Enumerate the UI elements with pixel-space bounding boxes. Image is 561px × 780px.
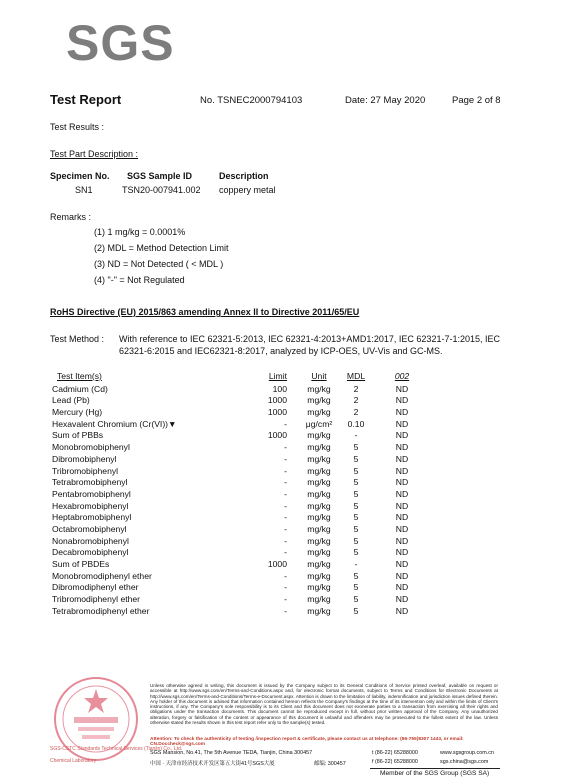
test-part-label: Test Part Description : (50, 149, 139, 159)
table-row (52, 536, 472, 548)
table-row (52, 454, 472, 466)
cell-mdl: 5 (353, 500, 359, 511)
cell-result: ND (395, 605, 409, 616)
cell-mdl: - (354, 559, 358, 569)
cell-unit: mg/kg (307, 547, 331, 558)
remark-item: (2) MDL = Method Detection Limit (94, 243, 229, 253)
fax: f (86-22) 65288000 (372, 759, 418, 765)
cell-mdl: 5 (353, 594, 359, 605)
cell-test-item: Dibromobiphenyl (52, 453, 117, 464)
cell-result: ND (395, 465, 409, 476)
test-results-label: Test Results : (50, 122, 105, 132)
cell-result: ND (395, 570, 409, 581)
cell-mdl: 5 (353, 453, 359, 464)
cell-unit: mg/kg (307, 512, 331, 523)
specimen-header-desc: Description (219, 171, 269, 181)
cell-limit: - (284, 523, 287, 534)
lab-label-2: Chemical Laboratory (50, 758, 97, 764)
table-row (52, 524, 472, 536)
method-label: Test Method : (50, 334, 105, 344)
cell-test-item: Dibromodiphenyl ether (52, 582, 139, 593)
cell-test-item: Decabromobiphenyl (52, 547, 129, 558)
cell-limit: - (284, 605, 287, 616)
cell-test-item: Tetrabromobiphenyl (52, 477, 128, 488)
cell-test-item: Sum of PBDEs (52, 559, 110, 569)
cell-limit: 1000 (267, 407, 287, 418)
header-limit: Limit (268, 371, 287, 381)
cell-unit: mg/kg (307, 383, 331, 394)
table-row (52, 547, 472, 559)
cell-test-item: Mercury (Hg) (52, 407, 103, 418)
table-header-row (52, 371, 472, 383)
cell-limit: - (284, 594, 287, 605)
results-table (52, 371, 472, 617)
address-en: SGS Mansion, No.41, The 5th Avenue TEDA, Tianjin, China 300457 (150, 750, 313, 756)
cell-limit: - (284, 512, 287, 523)
cell-unit: mg/kg (307, 407, 331, 418)
directive-title: RoHS Directive (EU) 2015/863 amending Annex II to Directive 2011/65/EU (50, 307, 360, 317)
website: www.sgsgroup.com.cn (440, 750, 494, 756)
lab-label-1: SGS-CSTC Standards Technical Services (Tianjin) Co., Ltd. (50, 746, 183, 752)
cell-limit: - (284, 488, 287, 499)
method-text: 62321-6:2015 and IEC62321-8:2017, analyzed by ICP-OES, UV-Vis and GC-MS. (119, 346, 443, 356)
cell-result: ND (395, 430, 409, 441)
cell-result: ND (395, 582, 409, 593)
cell-result: ND (395, 442, 409, 453)
table-row (52, 430, 472, 442)
cell-test-item: Tribromodiphenyl ether (52, 594, 141, 605)
table-row (52, 489, 472, 501)
report-date: Date: 27 May 2020 (345, 95, 426, 106)
cell-mdl: 5 (353, 512, 359, 523)
cell-result: ND (395, 407, 409, 418)
cell-unit: mg/kg (307, 523, 331, 534)
cell-unit: mg/kg (307, 442, 331, 453)
address-cn: 中国 · 天津市经济技术开发区第五大街41号SGS大厦 (150, 761, 275, 767)
specimen-desc: coppery metal (219, 185, 276, 195)
specimen-header-id: SGS Sample ID (127, 171, 193, 181)
authenticity-notice: Attention: To check the authenticity of testing /inspection report & certificate, please contact us at telephone: (86-755)8307 1443, or email: CN.Doccheck@sgs.com (150, 737, 464, 748)
remarks-label: Remarks : (50, 212, 92, 222)
table-row (52, 384, 472, 396)
cell-test-item: Hexabromobiphenyl (52, 500, 129, 511)
cell-limit: - (284, 465, 287, 476)
cell-unit: mg/kg (307, 488, 331, 499)
cell-unit: mg/kg (307, 594, 331, 605)
cell-result: ND (395, 383, 409, 394)
cell-mdl: 2 (353, 383, 359, 394)
footer-rule (370, 768, 500, 769)
cell-test-item: Nonabromobiphenyl (52, 535, 129, 546)
table-body (52, 384, 472, 618)
disclaimer: Unless otherwise agreed in writing, this document is issued by the Company subject to its General Conditions of Service printed overleaf, available on request or accessible at http://www.sgs.com/en/Terms-and-Conditions.aspx and, for electronic format documents, subject to Terms and Conditions for Electronic Documents at http://www.sgs.com/en/Terms-and-Conditions/Terms-e-Document.aspx. Attention is drawn to the limitation of liability, indemnification and jurisdiction issues defined therein. Any holder of this document is advised that information contained hereon reflects the Company's findings at the time of its intervention only and within the limits of Client's instructions, if any. The Company's sole responsibility is to its Client and this document does not exonerate parties to a transaction from exercising all their rights and obligations under the transaction documents. This document cannot be reproduced except in full, without prior written approval of the Company. Any unauthorized alteration, forgery or falsification of the content or appearance of this document is unlawful and offenders may be prosecuted to the fullest extent of the law. Unless otherwise stated the results shown in this test report refer only to the sample(s) tested. (150, 683, 498, 726)
table-row (52, 559, 472, 571)
cell-test-item: Lead (Pb) (52, 395, 90, 406)
table-row (52, 477, 472, 489)
report-title: Test Report (50, 92, 122, 107)
cell-mdl: 5 (353, 488, 359, 499)
remark-item: (1) 1 mg/kg = 0.0001% (94, 227, 186, 237)
remark-item: (4) "-" = Not Regulated (94, 275, 185, 285)
cell-test-item: Tetrabromodiphenyl ether (52, 605, 150, 616)
remark-item: (3) ND = Not Detected ( < MDL ) (94, 259, 224, 269)
cell-limit: - (284, 570, 287, 581)
cell-mdl: 5 (353, 523, 359, 534)
cell-result: ND (395, 477, 409, 488)
cell-result: ND (395, 594, 409, 605)
cell-unit: mg/kg (307, 582, 331, 593)
cell-mdl: 5 (353, 547, 359, 558)
table-row (52, 571, 472, 583)
table-row (52, 466, 472, 478)
cell-limit: - (284, 418, 287, 429)
cell-test-item: Hexavalent Chromium (Cr(VI))▼ (52, 418, 177, 429)
cell-test-item: Tribromobiphenyl (52, 465, 119, 476)
header-unit: Unit (311, 371, 327, 381)
cell-unit: mg/kg (307, 430, 331, 441)
cell-limit: 100 (272, 383, 287, 394)
cell-mdl: 5 (353, 605, 359, 616)
cell-test-item: Heptabromobiphenyl (52, 512, 132, 523)
cell-test-item: Cadmium (Cd) (52, 383, 108, 394)
report-number: No. TSNEC2000794103 (200, 95, 303, 106)
cell-result: ND (395, 395, 409, 406)
cell-mdl: 5 (353, 465, 359, 476)
cell-limit: - (284, 500, 287, 511)
cell-test-item: Pentabromobiphenyl (52, 488, 131, 499)
cell-result: ND (395, 559, 409, 569)
cell-unit: mg/kg (307, 535, 331, 546)
cell-limit: - (284, 535, 287, 546)
cell-limit: - (284, 547, 287, 558)
cell-test-item: Sum of PBBs (52, 430, 104, 441)
cell-result: ND (395, 535, 409, 546)
cell-unit: mg/kg (307, 453, 331, 464)
table-row (52, 501, 472, 513)
cell-test-item: Octabromobiphenyl (52, 523, 127, 534)
header-mdl: MDL (346, 371, 366, 381)
cell-mdl: 5 (353, 570, 359, 581)
cell-limit: 1000 (267, 395, 287, 406)
cell-result: ND (395, 512, 409, 523)
table-row (52, 419, 472, 431)
cell-unit: mg/kg (307, 605, 331, 616)
email: sgs.china@sgs.com (440, 759, 489, 765)
cell-unit: mg/kg (307, 570, 331, 581)
specimen-id: TSN20-007941.002 (122, 185, 201, 195)
cell-test-item: Monobromobiphenyl (52, 442, 130, 453)
cell-limit: - (284, 582, 287, 593)
table-row (52, 395, 472, 407)
cell-unit: mg/kg (307, 477, 331, 488)
cell-mdl: 5 (353, 535, 359, 546)
header-test-items: Test Item(s) (57, 371, 102, 381)
cell-mdl: 0.10 (347, 418, 365, 429)
table-row (52, 407, 472, 419)
table-row (52, 512, 472, 524)
cell-mdl: 2 (353, 407, 359, 418)
page-number: Page 2 of 8 (452, 95, 501, 106)
specimen-header-no: Specimen No. (50, 171, 110, 181)
table-row (52, 582, 472, 594)
cell-unit: mg/kg (307, 559, 331, 569)
cell-limit: - (284, 442, 287, 453)
method-text: With reference to IEC 62321-5:2013, IEC 62321-4:2013+AMD1:2017, IEC 62321-7-1:2015, IEC (119, 334, 500, 344)
postcode: 邮编: 300457 (314, 761, 346, 767)
cell-limit: - (284, 477, 287, 488)
cell-result: ND (395, 453, 409, 464)
cell-mdl: 2 (353, 395, 359, 406)
cell-mdl: 5 (353, 477, 359, 488)
cell-limit: - (284, 453, 287, 464)
cell-unit: mg/kg (307, 465, 331, 476)
table-row (52, 442, 472, 454)
cell-mdl: - (354, 430, 358, 441)
cell-result: ND (395, 523, 409, 534)
header-sample: 002 (394, 371, 410, 381)
cell-unit: mg/kg (307, 395, 331, 406)
table-row (52, 594, 472, 606)
cell-result: ND (395, 547, 409, 558)
cell-mdl: 5 (353, 442, 359, 453)
table-row (52, 606, 472, 618)
cell-mdl: 5 (353, 582, 359, 593)
cell-test-item: Monobromodiphenyl ether (52, 570, 152, 581)
cell-result: ND (395, 500, 409, 511)
cell-result: ND (395, 488, 409, 499)
cell-limit: 1000 (267, 430, 287, 441)
cell-unit: mg/kg (307, 500, 331, 511)
member-line: Member of the SGS Group (SGS SA) (380, 770, 490, 777)
cell-limit: 1000 (267, 559, 287, 569)
specimen-no: SN1 (75, 185, 93, 195)
cell-result: ND (395, 418, 409, 429)
telephone: t (86-22) 65288000 (372, 750, 418, 756)
cell-unit: μg/cm² (305, 418, 333, 429)
sgs-logo: SGS (66, 15, 175, 71)
